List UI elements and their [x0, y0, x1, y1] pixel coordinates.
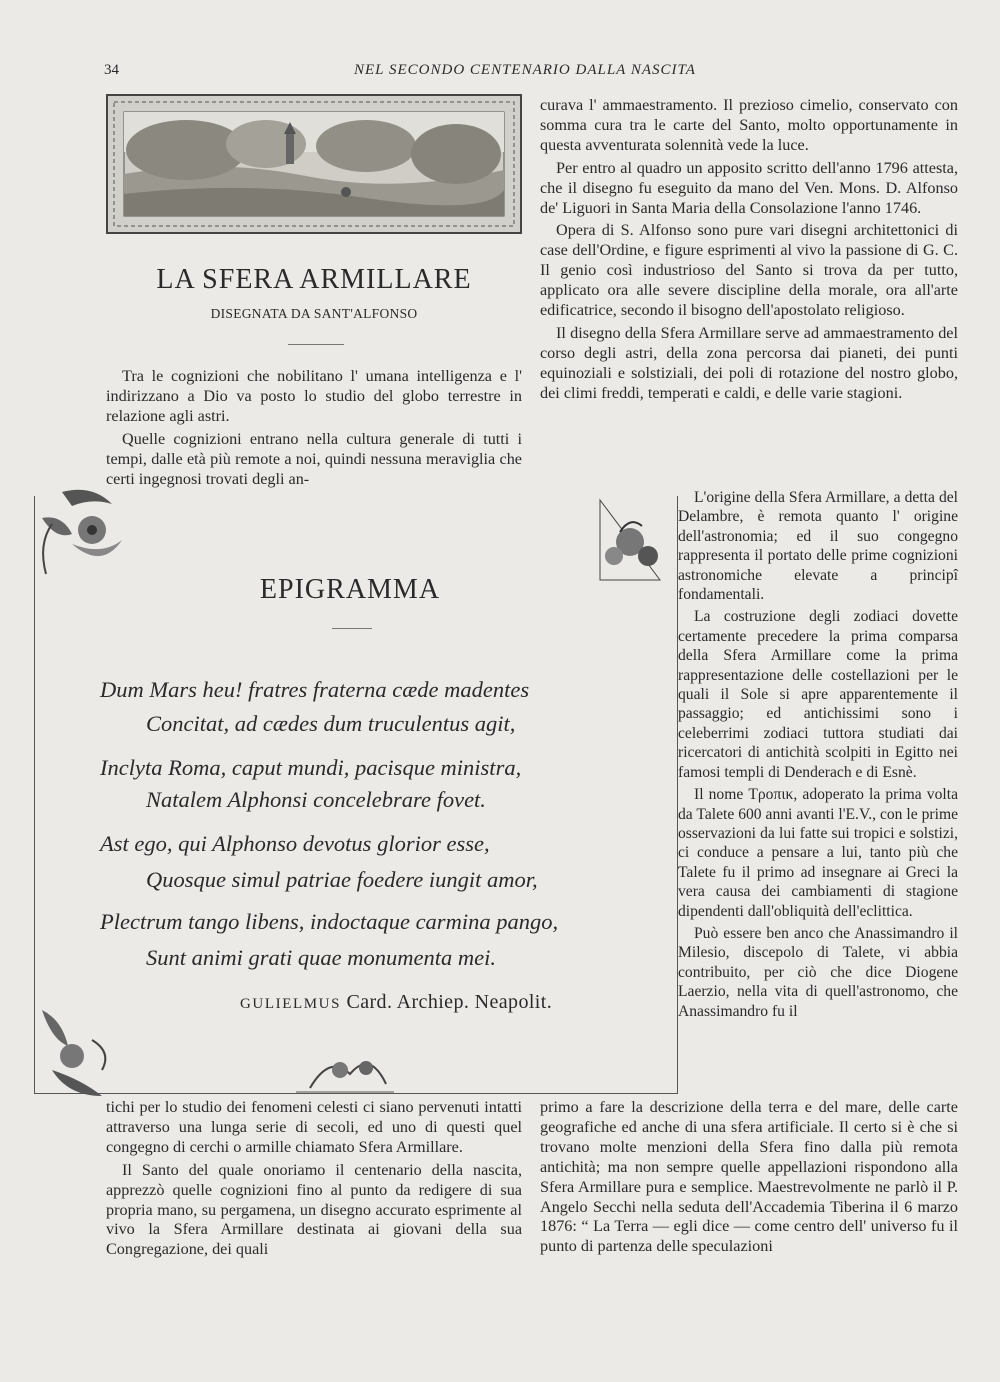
left-column-bottom: [106, 1098, 522, 1260]
floral-ornament-icon: [32, 484, 142, 589]
flower-basket-ornament-icon: [590, 496, 680, 591]
paragraph: Per entro al quadro un apposito scritto dell'anno 1796 attesta, che il disegno fu eseguito da mano del Ven. Mons. D. Alfonso de' Liguori in Santa Maria della Consolazione l'anno 1746.: [540, 158, 958, 217]
epigram-title: EPIGRAMMA: [259, 574, 441, 605]
bottom-floral-ornament-icon: [290, 1044, 400, 1101]
verse-line: Quosque simul patriae foedere iungit amor,: [146, 867, 538, 892]
verse-line: Inclyta Roma, caput mundi, pacisque ministra,: [100, 755, 522, 780]
epigram-rule: [332, 628, 372, 629]
article-title: LA SFERA ARMILLARE: [156, 264, 472, 295]
verse-line: Ast ego, qui Alphonso devotus glorior esse,: [100, 831, 490, 856]
title-rule: [288, 344, 344, 345]
paragraph: Il nome Τροπικ, adoperato la prima volta da Talete 600 anni avanti l'E.V., con le prime osservazioni da lui fatte sui tropici e solstizi, ci conduce a pensare a lui, tanto più che Talete fu il primo ad insegnare ai Greci la vera causa dei cambiamenti di stagione dipendenti dall'obliquità dell'eclittica.: [678, 786, 958, 920]
verse-line: Plectrum tango libens, indoctaque carmina pango,: [100, 909, 559, 934]
paragraph: Il Santo del quale onoriamo il centenario della nascita, apprezzò quelle cognizioni fino al punto da redigere di sua propria mano, su pergamena, un disegno accurato esprimente al vivo la Sfera Armillare destinata ai giovani della sua Congregazione, dei quali: [106, 1160, 522, 1259]
running-title: NEL SECONDO CENTENARIO DALLA NASCITA: [354, 62, 696, 78]
page-number: 34: [104, 62, 119, 78]
signature-name: GULIELMUS: [240, 996, 342, 1012]
paragraph: La costruzione degli zodiaci dovette certamente precedere la prima comparsa della Sfera Armillare come la prima rappresentazione delle costellazioni per le quali il Sole si apre apparentemente il passaggio; ed antichissimi sono i celeberrimi zodiaci tuttora studiati dai ricercatori di antichità scolpiti in Egitto nei famosi templi di Denderach e di Esnè.: [678, 608, 958, 781]
paragraph: Opera di S. Alfonso sono pure vari disegni architettonici di case dell'Ordine, e figure esprimenti al vivo la passione di G. C. Il genio così industrioso del Santo si trova da per tutto, applicato ora alle severe discipline della morale, ora all'arte edificatrice, secondo il bisogno dell'apostolato religioso.: [540, 221, 958, 320]
verse-line: Natalem Alphonsi concelebrare fovet.: [146, 787, 486, 812]
lily-ornament-icon: [32, 1000, 122, 1105]
paragraph: Tra le cognizioni che nobilitano l' umana intelligenza e l' indirizzano a Dio va posto lo studio del globo terrestre in relazione agli astri.: [106, 367, 522, 425]
left-column-top: [106, 367, 522, 489]
right-column-bottom: [540, 1098, 958, 1257]
paragraph: tichi per lo studio dei fenomeni celesti ci siano pervenuti intatti attraverso una lunga serie di secoli, ed uno di questi quel congegno di cerchi o armille chiamato Sfera Armillare.: [106, 1098, 522, 1156]
right-column-top: [540, 96, 958, 404]
running-head: [104, 62, 960, 86]
paragraph: Il disegno della Sfera Armillare serve ad ammaestramento del corso degli astri, della zona percorsa dai pianeti, dei punti equinoziali e solstiziali, dei poli di rotazione del nostro globo, dei climi freddi, temperati e caldi, e delle varie stagioni.: [540, 323, 958, 402]
signature-title: Card. Archiep. Neapolit.: [341, 991, 553, 1013]
paragraph: curava l' ammaestramento. Il prezioso cimelio, conservato con somma cura tra le carte del Santo, molto opportunamente in questa avventurata solennità vede la luce.: [540, 96, 958, 154]
landscape-engraving: [106, 94, 522, 234]
verse-line: Sunt animi grati quae monumenta mei.: [146, 945, 496, 970]
verse-line: Dum Mars heu! fratres fraterna cæde madentes: [100, 677, 530, 702]
paragraph: Quelle cognizioni entrano nella cultura generale di tutti i tempi, dalle età più remote a noi, quindi nessuna meraviglia che certi ingegnosi trovati degli an-: [106, 429, 522, 488]
right-column-middle: [678, 488, 958, 1021]
epigram-signature: [240, 991, 552, 1014]
paragraph: Può essere ben anco che Anassimandro il Milesio, discepolo di Talete, vi abbia contribuito, per ciò che dice Diogene Laerzio, nella vita di quell'astronomo, che Anassimandro fu il: [678, 924, 958, 1020]
article-subtitle: DISEGNATA DA SANT'ALFONSO: [210, 306, 418, 321]
paragraph: primo a fare la descrizione della terra e del mare, delle carte geografiche ed anche di una sfera artificiale. Il certo si è che si trovano molte menzioni della Sfera fino dalla più remota antichità; ma non sempre quelle appellazioni rispondono alla Sfera Armillare pura e semplice. Maestrevolmente ne parlò il P. Angelo Secchi nella seduta dell'Accademia Tiberina il 6 marzo 1876: “ La Terra — egli dice — come centro dell' universo fu il punto di partenza delle speculazioni: [540, 1098, 958, 1256]
verse-line: Concitat, ad cædes dum truculentus agit,: [146, 711, 516, 736]
paragraph: L'origine della Sfera Armillare, a detta del Delambre, è remota quanto l' origine dell'astronomia; ed il suo congegno rappresenta il portato delle prime cognizioni astronomiche elevate a principî fondamentali.: [678, 489, 958, 604]
